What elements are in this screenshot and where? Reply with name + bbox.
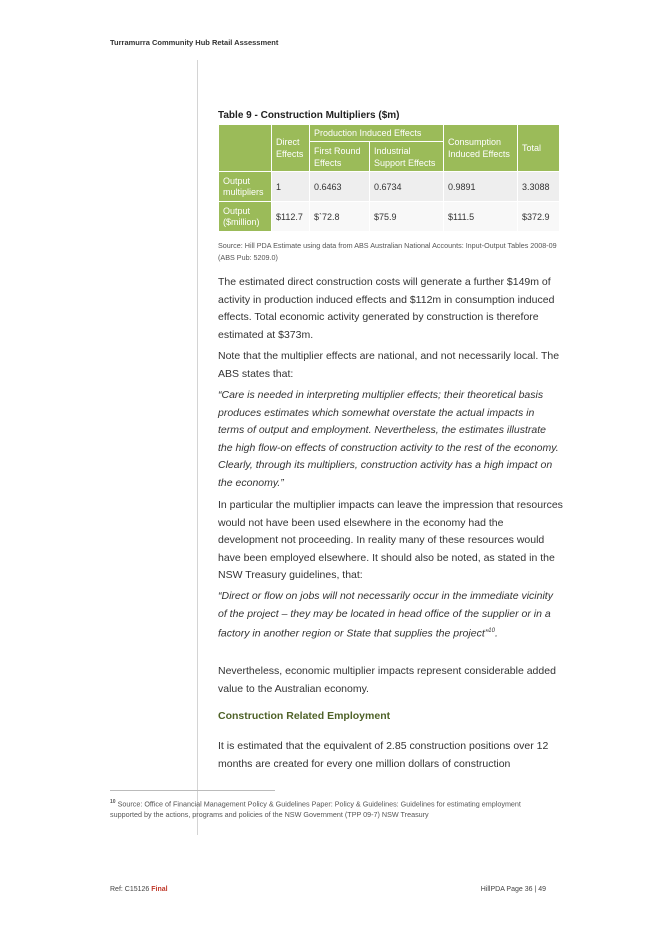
footer-reference [110, 886, 168, 893]
paragraph-nevertheless: Nevertheless, economic multiplier impacts represent considerable added value to the Australian economy. [218, 665, 556, 695]
running-header: Turramurra Community Hub Retail Assessment [110, 38, 279, 47]
margin-rule [197, 60, 198, 835]
table-row [219, 202, 560, 232]
footer-ref-code: Ref: C15126 [110, 886, 150, 893]
cell-consumption: 0.9891 [444, 172, 518, 202]
row-label: Output ($million) [219, 202, 272, 232]
footer-page-number: HillPDA Page 36 | 49 [480, 886, 546, 893]
footnote-text: Source: Office of Financial Management Policy & Guidelines Paper: Policy & Guidelines: Guidelines for estimating employment supported by the actions, programs and policies of the NSW Government (TPP 09-7) NSW Treasury [110, 799, 521, 820]
cell-industrial: 0.6734 [370, 172, 444, 202]
header-direct-effects: Direct Effects [272, 125, 310, 172]
section-heading: Construction Related Employment [218, 710, 391, 722]
footnote-divider [110, 790, 275, 791]
footer-ref-status: Final [151, 886, 168, 893]
paragraph-construction-costs: The estimated direct construction costs will generate a further $149m of activity in production induced effects and $112m in consumption induced effects. Total economic activity generated by construction is therefore estimated at $373m. [218, 276, 555, 341]
row-label: Output multipliers [219, 172, 272, 202]
cell-direct: $112.7 [272, 202, 310, 232]
quote-treasury-text: “Direct or flow on jobs will not necessarily occur in the immediate vicinity of the project – they may be located in head office of the supplier or in a factory in another region or State that supplies the project” [218, 590, 553, 640]
footnote-number: 10 [110, 799, 116, 805]
header-first-round: First Round Effects [310, 142, 370, 172]
table-row [219, 172, 560, 202]
header-production-induced: Production Induced Effects [310, 125, 444, 142]
cell-industrial: $75.9 [370, 202, 444, 232]
footnote-reference: 10 [488, 628, 495, 635]
quote-treasury: “Direct or flow on jobs will not necessarily occur in the immediate vicinity of the project – they may be located in head office of the supplier or in a factory in another region or State that supplies the project”$^{10}$. [218, 590, 553, 640]
footnote [110, 797, 540, 820]
cell-first-round: 0.6463 [310, 172, 370, 202]
paragraph-resources: In particular the multiplier impacts can leave the impression that resources would not have been used elsewhere in the economy had the development not proceeding. In reality many of these resources would have been employed elsewhere. It should also be noted, as stated in the NSW Treasury guidelines, that: [218, 499, 563, 582]
construction-multipliers-table [218, 124, 560, 232]
cell-consumption: $111.5 [444, 202, 518, 232]
table-title: Table 9 - Construction Multipliers ($m) [218, 110, 400, 121]
paragraph-national-effects: Note that the multiplier effects are national, and not necessarily local. The ABS states that: [218, 350, 560, 380]
quote-abs: “Care is needed in interpreting multiplier effects; their theoretical basis produces estimates which somewhat overstate the actual impacts in terms of output and employment. Nevertheless, the estimates illustrate the high flow-on effects of construction activity to the rest of the economy. Clearly, through its multipliers, construction activity has a high impact on the economy.” [218, 389, 559, 489]
cell-total: 3.3088 [518, 172, 560, 202]
paragraph-employment: It is estimated that the equivalent of 2.85 construction positions over 12 months are created for every one million dollars of construction [218, 740, 549, 770]
cell-direct: 1 [272, 172, 310, 202]
header-industrial-support: Industrial Support Effects [370, 142, 444, 172]
header-total: Total [518, 125, 560, 172]
header-blank [219, 125, 272, 172]
header-consumption-induced: Consumption Induced Effects [444, 125, 518, 172]
cell-first-round: $`72.8 [310, 202, 370, 232]
table-source-note: Source: Hill PDA Estimate using data from ABS Australian National Accounts: Input-Output Tables 2008-09 (ABS Pub: 5209.0) [218, 241, 557, 262]
cell-total: $372.9 [518, 202, 560, 232]
